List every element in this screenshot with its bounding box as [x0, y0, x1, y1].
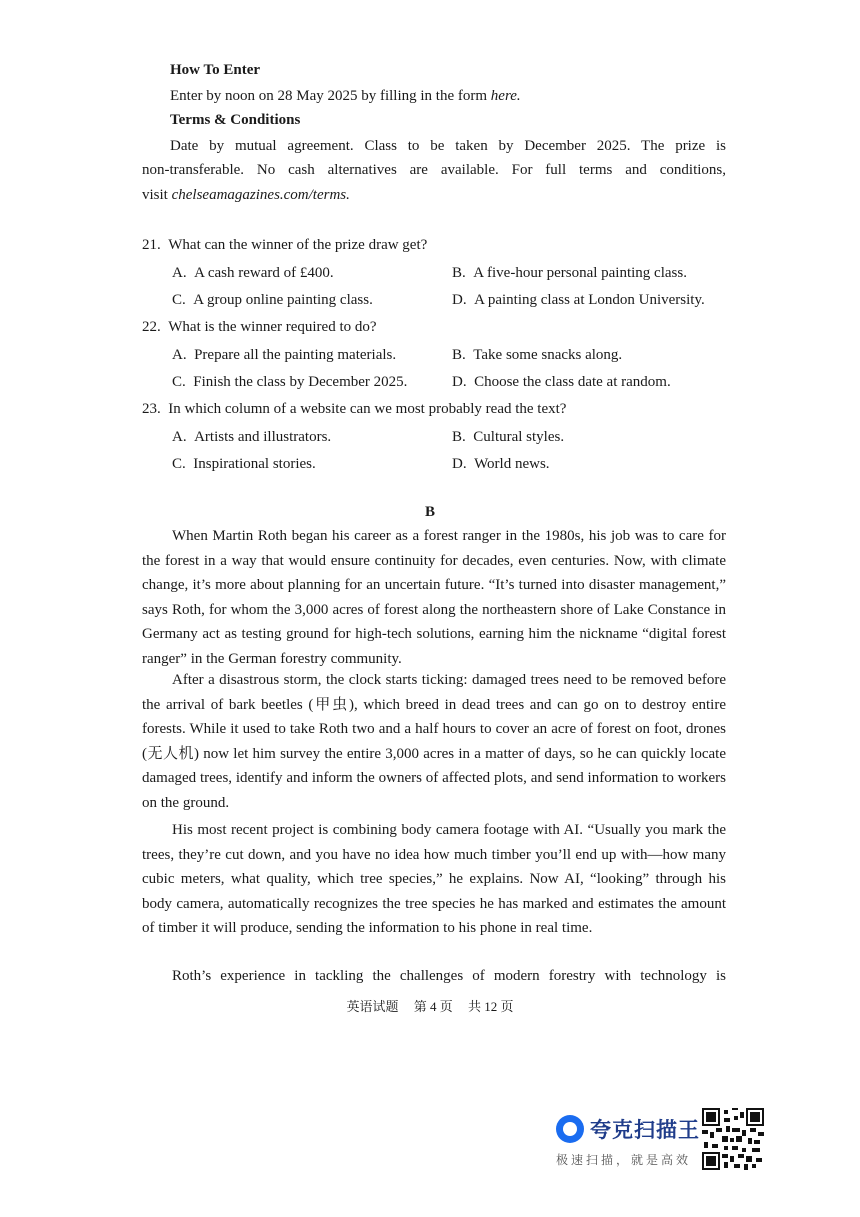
option-22-d[interactable]: D. Choose the class date at random.: [452, 374, 671, 390]
watermark-title: 夸克扫描王: [590, 1118, 700, 1142]
passage-b-letter: B: [424, 504, 435, 520]
form-link[interactable]: here.: [490, 88, 521, 104]
passage-b-paragraph-2: After a disastrous storm, the clock starts ticking: damaged trees need to be removed before the arrival of bark beetles (甲虫), which breed in dead trees and can go on to destroy entire forests. While it used to take Roth two and a half hours to cover an acre of forest on foot, drones (无人机) now let him survey the entire 3,000 acres in a matter of days, so he can quickly locate damaged trees, identify and inform the owners of affected plots, and send information to workers on the ground.: [142, 672, 726, 811]
option-22-b[interactable]: B. Take some snacks along.: [452, 347, 623, 363]
terms-link[interactable]: chelseamagazines.com/terms.: [171, 187, 350, 203]
how-to-enter-heading: How To Enter: [170, 62, 261, 78]
footer-subject: 英语试题: [346, 999, 399, 1014]
option-22-a[interactable]: A. Prepare all the painting materials.: [172, 347, 397, 363]
question-23: 23. In which column of a website can we most probably read the text?: [142, 401, 567, 417]
quark-logo-icon: [556, 1115, 584, 1143]
terms-line-1: Date by mutual agreement. Class to be taken by December 2025. The prize is: [170, 138, 726, 154]
passage-b-paragraph-1: When Martin Roth began his career as a forest ranger in the 1980s, his job was to care for the forest in a way that would ensure continuity for decades, even centuries. Now, with climate change, it’s more about planning for an uncertain future. “It’s turned into disaster management,” says Roth, for whom the 3,000 acres of forest along the northeastern shore of Lake Constance in Germany act as testing ground for high-tech solutions, earning him the nickname “digital forest ranger” in the German forestry community.: [142, 528, 726, 667]
page-footer: [0, 996, 860, 1015]
option-21-a[interactable]: A. A cash reward of £400.: [172, 265, 334, 281]
option-21-d[interactable]: D. A painting class at London University.: [452, 292, 705, 308]
terms-line-2: non-transferable. No cash alternatives are available. For full terms and conditions,: [142, 162, 726, 178]
how-to-enter-text: Enter by noon on 28 May 2025 by filling in the form here.: [170, 88, 521, 104]
question-22: 22. What is the winner required to do?: [142, 319, 377, 335]
option-23-c[interactable]: C. Inspirational stories.: [172, 456, 316, 472]
option-22-c[interactable]: C. Finish the class by December 2025.: [172, 374, 408, 390]
question-21: 21. What can the winner of the prize draw get?: [142, 237, 428, 253]
footer-page-number: 第 4 页: [413, 999, 453, 1014]
scanner-watermark: [556, 1108, 766, 1172]
option-23-d[interactable]: D. World news.: [452, 456, 550, 472]
option-23-a[interactable]: A. Artists and illustrators.: [172, 429, 332, 445]
passage-b-paragraph-4: Roth’s experience in tackling the challenges of modern forestry with technology is: [172, 968, 726, 984]
terms-heading: Terms & Conditions: [170, 112, 301, 128]
option-23-b[interactable]: B. Cultural styles.: [452, 429, 565, 445]
passage-b-paragraph-3: His most recent project is combining body camera footage with AI. “Usually you mark the trees, they’re cut down, and you have no idea how much timber you’ll end up with—how many cubic meters, what quality, which tree species,” he explains. Now AI, “looking” through his body camera, automatically recognizes the tree species he has marked and estimates the amount of timber it will produce, sending the information to his phone in real time.: [142, 822, 726, 936]
option-21-c[interactable]: C. A group online painting class.: [172, 292, 373, 308]
watermark-subtitle: 极速扫描，就是高效: [556, 1153, 692, 1167]
footer-total-pages: 共 12 页: [468, 999, 514, 1014]
terms-line-3: visit chelseamagazines.com/terms.: [142, 187, 350, 203]
qr-code-icon: [702, 1108, 764, 1170]
option-21-b[interactable]: B. A five-hour personal painting class.: [452, 265, 687, 281]
